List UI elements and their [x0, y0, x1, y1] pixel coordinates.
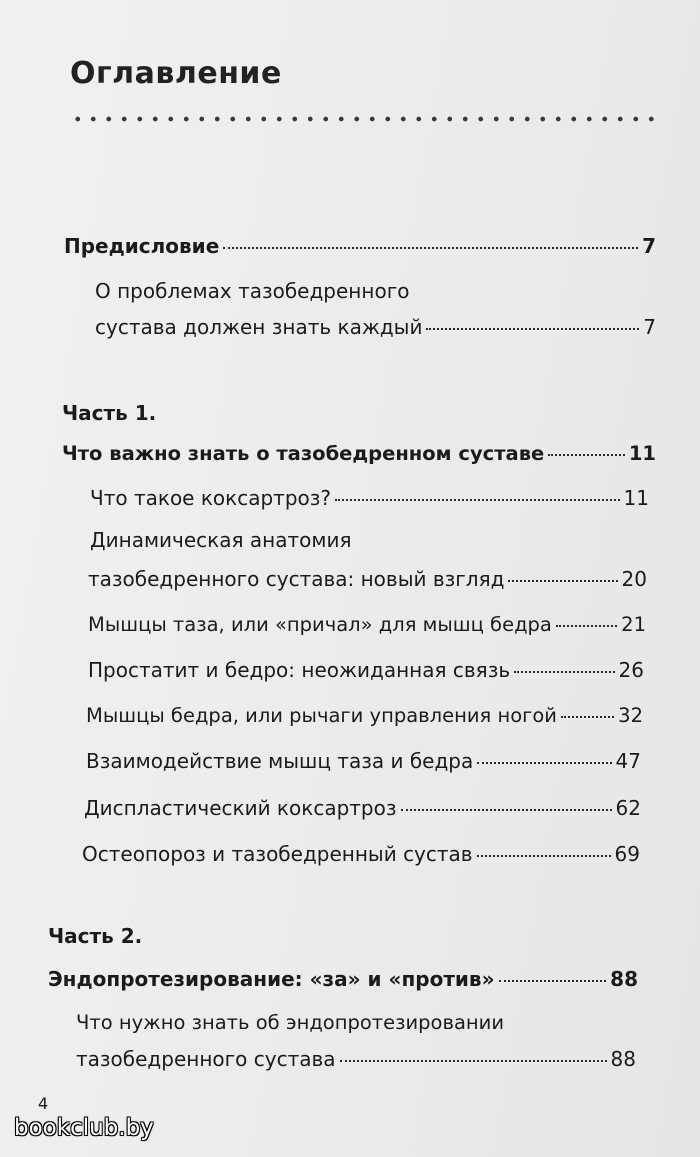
toc-entry-page: 69	[614, 842, 640, 866]
toc-leader-dots	[499, 980, 607, 982]
toc-entry-p2-item1-line1: Что нужно знать об эндопротезировании	[76, 1011, 505, 1034]
toc-leader-dots	[477, 762, 611, 764]
page-number: 4	[38, 1094, 49, 1113]
toc-leader-dots	[340, 1060, 607, 1062]
toc-entry-text: Что такое коксартроз?	[90, 486, 332, 510]
toc-entry-text: Эндопротезирование: «за» и «против»	[48, 967, 495, 991]
toc-entry-foreword-sub-line1: О проблемах тазобедренного	[95, 279, 410, 303]
toc-entry-p1-item8	[82, 841, 640, 867]
toc-leader-dots	[514, 671, 614, 673]
toc-entry-foreword-sub-line2	[95, 314, 656, 340]
toc-leader-dots	[426, 328, 639, 330]
toc-entry-text: Простатит и бедро: неожиданная связь	[88, 658, 511, 682]
toc-entry-p1-item1	[90, 485, 649, 511]
toc-entry-foreword	[64, 233, 656, 259]
toc-entry-page: 26	[618, 658, 644, 682]
toc-leader-dots	[335, 499, 620, 501]
toc-entry-text: Остеопороз и тазобедренный сустав	[82, 842, 473, 866]
toc-entry-page: 7	[642, 234, 656, 258]
toc-leader-dots	[548, 454, 625, 456]
toc-entry-part1-title	[62, 441, 656, 467]
toc-entry-page: 7	[643, 315, 656, 339]
toc-entry-page: 32	[618, 704, 643, 727]
toc-entry-p1-item4	[88, 657, 644, 683]
toc-entry-p1-item6	[86, 748, 641, 774]
toc-entry-page: 88	[610, 967, 638, 991]
toc-entry-text: Предисловие	[64, 234, 220, 258]
toc-leader-dots	[508, 580, 617, 582]
toc-entry-part2-title	[48, 966, 638, 992]
toc-entry-text: сустава должен знать каждый	[95, 315, 423, 339]
toc-entry-p1-item3	[88, 612, 646, 638]
toc-leader-dots	[477, 855, 611, 857]
toc-leader-dots	[556, 625, 617, 627]
toc-entry-text: тазобедренного сустава: новый взгляд	[88, 567, 505, 591]
toc-entry-text: Что важно знать о тазобедренном суставе	[62, 442, 545, 465]
toc-entry-text: Мышцы таза, или «причал» для мышц бедра	[88, 613, 552, 636]
toc-entry-page: 62	[615, 796, 641, 820]
toc-entry-p2-item1-line2	[76, 1046, 636, 1072]
page-title: Оглавление	[70, 56, 282, 91]
toc-entry-text: Взаимодействие мышц таза и бедра	[86, 749, 474, 773]
toc-entry-p1-item2-line2	[88, 566, 647, 592]
toc-entry-p1-item5	[86, 703, 643, 729]
toc-leader-dots	[561, 716, 614, 718]
toc-entry-page: 11	[628, 442, 656, 465]
title-dotted-rule	[70, 112, 662, 126]
toc-entry-page: 47	[615, 749, 641, 773]
site-watermark: bookclub.by	[14, 1115, 154, 1141]
toc-entry-text: Мышцы бедра, или рычаги управления ногой	[86, 704, 557, 727]
toc-entry-p1-item7	[84, 795, 641, 821]
toc-leader-dots	[223, 247, 638, 249]
toc-leader-dots	[401, 809, 612, 811]
toc-entry-text: тазобедренного сустава	[76, 1047, 336, 1071]
part2-label: Часть 2.	[48, 924, 143, 948]
toc-entry-page: 20	[621, 567, 647, 591]
toc-entry-page: 88	[610, 1047, 636, 1071]
part1-label: Часть 1.	[62, 401, 157, 425]
toc-entry-p1-item2-line1: Динамическая анатомия	[90, 528, 352, 552]
toc-entry-text: Диспластический коксартроз	[84, 796, 397, 820]
toc-entry-page: 11	[623, 486, 649, 510]
toc-entry-page: 21	[621, 613, 646, 636]
